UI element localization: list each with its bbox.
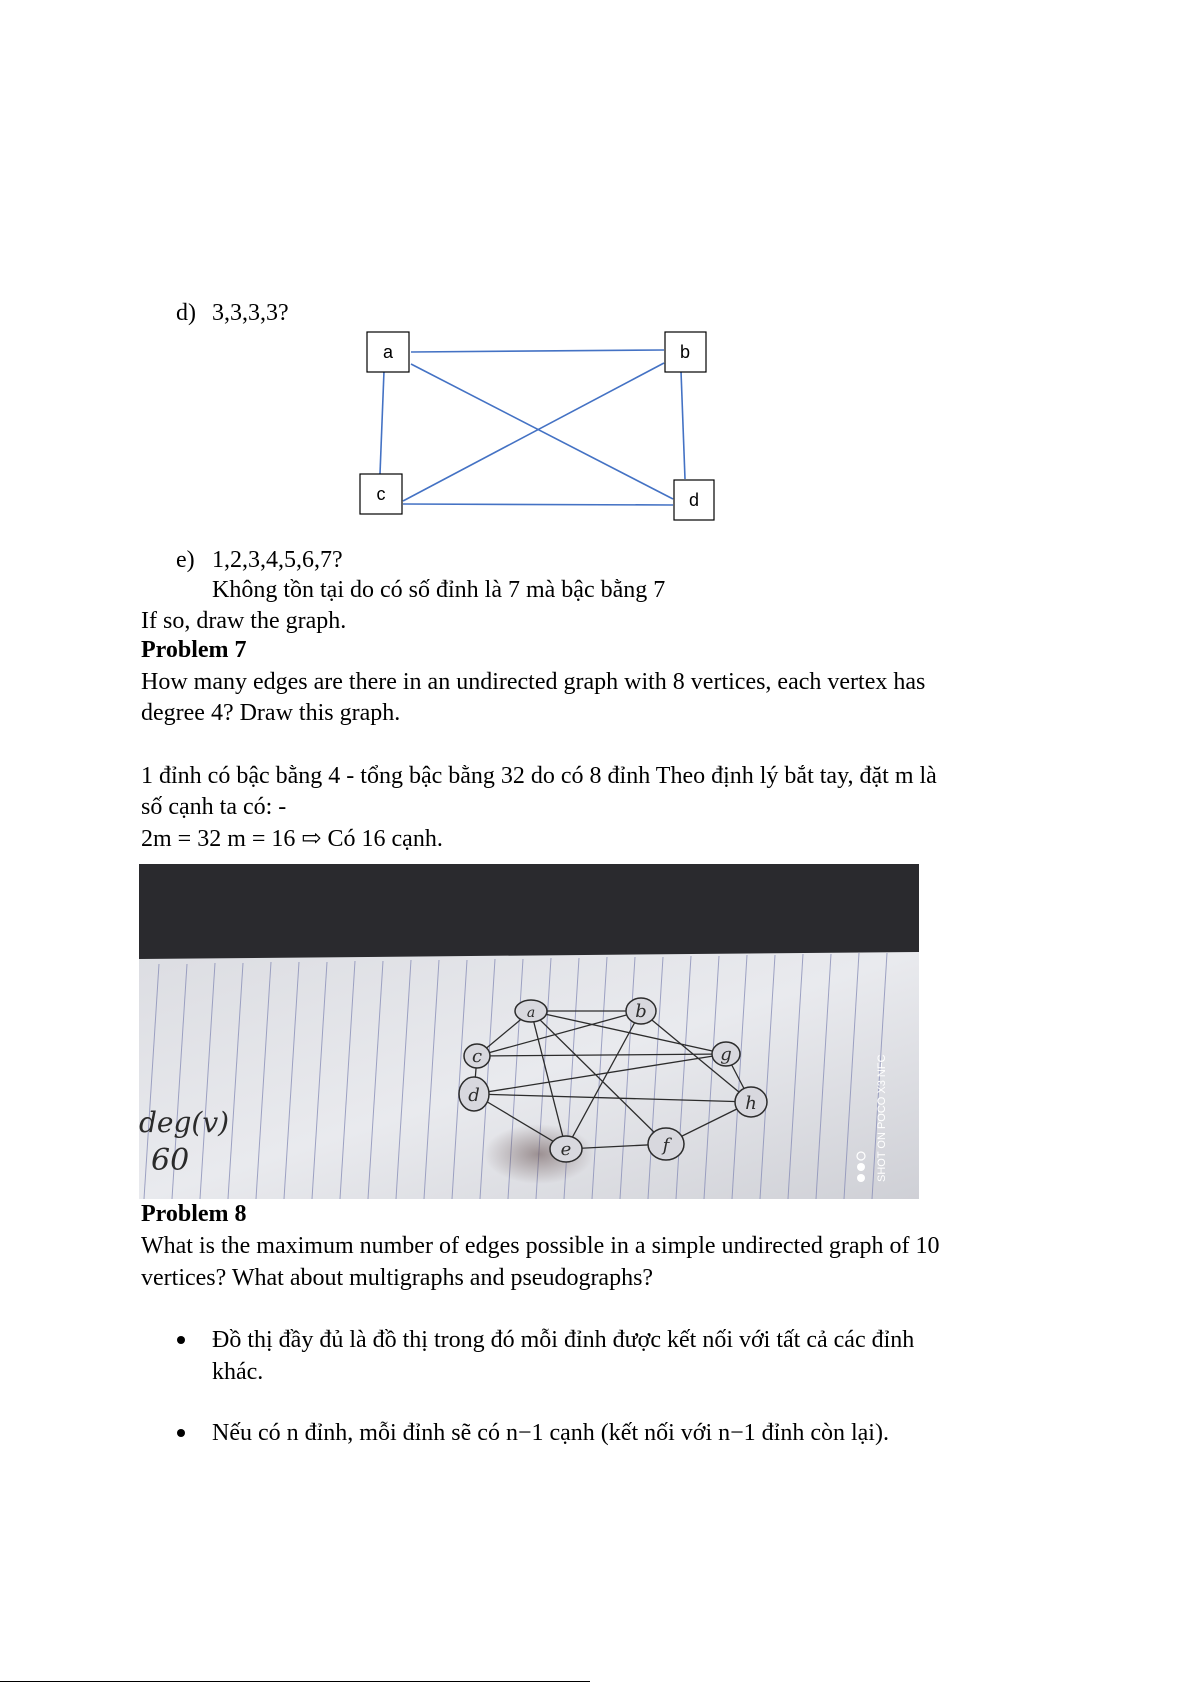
- photo-vertex-f: [648, 1128, 684, 1160]
- edge-b-c: [403, 363, 664, 501]
- vertex-a: [367, 332, 409, 372]
- problem7-solution-line2: số cạnh ta có: -: [141, 794, 287, 820]
- bullet-2-dot: [177, 1429, 185, 1437]
- photo-vertex-f-label: f: [662, 1135, 670, 1156]
- problem8-bullet1-line2: khác.: [212, 1359, 264, 1385]
- photo-vertex-e-label: e: [560, 1139, 572, 1160]
- problem7-solution-line1: 1 đỉnh có bậc bằng 4 - tổng bậc bằng 32 do có 8 đỉnh Theo định lý bắt tay, đặt m là: [141, 763, 937, 789]
- edge-a-c: [380, 371, 384, 474]
- problem8-question-line1: What is the maximum number of edges possible in a simple undirected graph of 10: [141, 1233, 940, 1259]
- photo-vertex-d: [459, 1077, 489, 1111]
- photo-vertex-g-label: g: [720, 1044, 732, 1065]
- item-d-marker: d): [176, 300, 196, 326]
- photo-vertex-h: [735, 1087, 767, 1117]
- photo-vertex-c-label: c: [471, 1046, 483, 1067]
- photo-vertex-h-label: h: [745, 1093, 757, 1114]
- problem8-bullet1-line1: Đồ thị đầy đủ là đồ thị trong đó mỗi đỉnh được kết nối với tất cả các đỉnh: [212, 1327, 915, 1353]
- item-e-marker: e): [176, 547, 195, 573]
- vertex-d-label: d: [688, 490, 700, 510]
- problem8-heading: Problem 8: [141, 1201, 247, 1227]
- edge-c-d: [403, 504, 673, 505]
- bullet-1-dot: [177, 1336, 185, 1344]
- item-e-answer: Không tồn tại do có số đỉnh là 7 mà bậc bằng 7: [212, 577, 666, 603]
- vertex-a-label: a: [382, 342, 394, 362]
- vertex-d: [674, 480, 714, 520]
- photo-vertex-c: [464, 1044, 490, 1068]
- item-e-text: 1,2,3,4,5,6,7?: [212, 547, 343, 573]
- edge-b-d: [681, 371, 685, 479]
- photo-margin-note-60: 60: [151, 1143, 190, 1178]
- edge-a-d: [411, 364, 673, 499]
- problem7-question-line1: How many edges are there in an undirected graph with 8 vertices, each vertex has: [141, 669, 926, 695]
- photo-margin-note-degv: deg(v): [139, 1106, 230, 1139]
- photo-vertex-a-label: a: [526, 1005, 536, 1021]
- problem8-question-line2: vertices? What about multigraphs and pseudographs?: [141, 1265, 654, 1291]
- photo-vertex-a: [515, 1000, 547, 1022]
- k4-graph-diagram: [355, 327, 715, 527]
- problem7-solution-line3: 2m = 32 m = 16 ⇨ Có 16 cạnh.: [141, 826, 443, 852]
- photo-vertex-b: [626, 998, 656, 1024]
- photo-watermark-text: SHOT ON POCO X3 NFC: [876, 1054, 888, 1182]
- problem7-question-line2: degree 4? Draw this graph.: [141, 700, 401, 726]
- footnote-divider: [0, 1681, 590, 1682]
- problem7-heading: Problem 7: [141, 637, 247, 663]
- if-so-text: If so, draw the graph.: [141, 608, 347, 634]
- handdrawn-graph-photo: [139, 864, 919, 1199]
- photo-vertex-e: [550, 1136, 582, 1162]
- edge-a-b: [411, 350, 664, 352]
- photo-vertex-b-label: b: [635, 1001, 647, 1022]
- vertex-c: [360, 474, 402, 514]
- photo-vertex-g: [712, 1042, 740, 1066]
- photo-vertex-d-label: d: [468, 1085, 480, 1106]
- item-d-text: 3,3,3,3?: [212, 300, 289, 326]
- vertex-b: [665, 332, 706, 372]
- vertex-c-label: c: [376, 484, 386, 504]
- vertex-b-label: b: [679, 342, 691, 362]
- problem8-bullet2: Nếu có n đỉnh, mỗi đỉnh sẽ có n−1 cạnh (kết nối với n−1 đỉnh còn lại).: [212, 1420, 889, 1446]
